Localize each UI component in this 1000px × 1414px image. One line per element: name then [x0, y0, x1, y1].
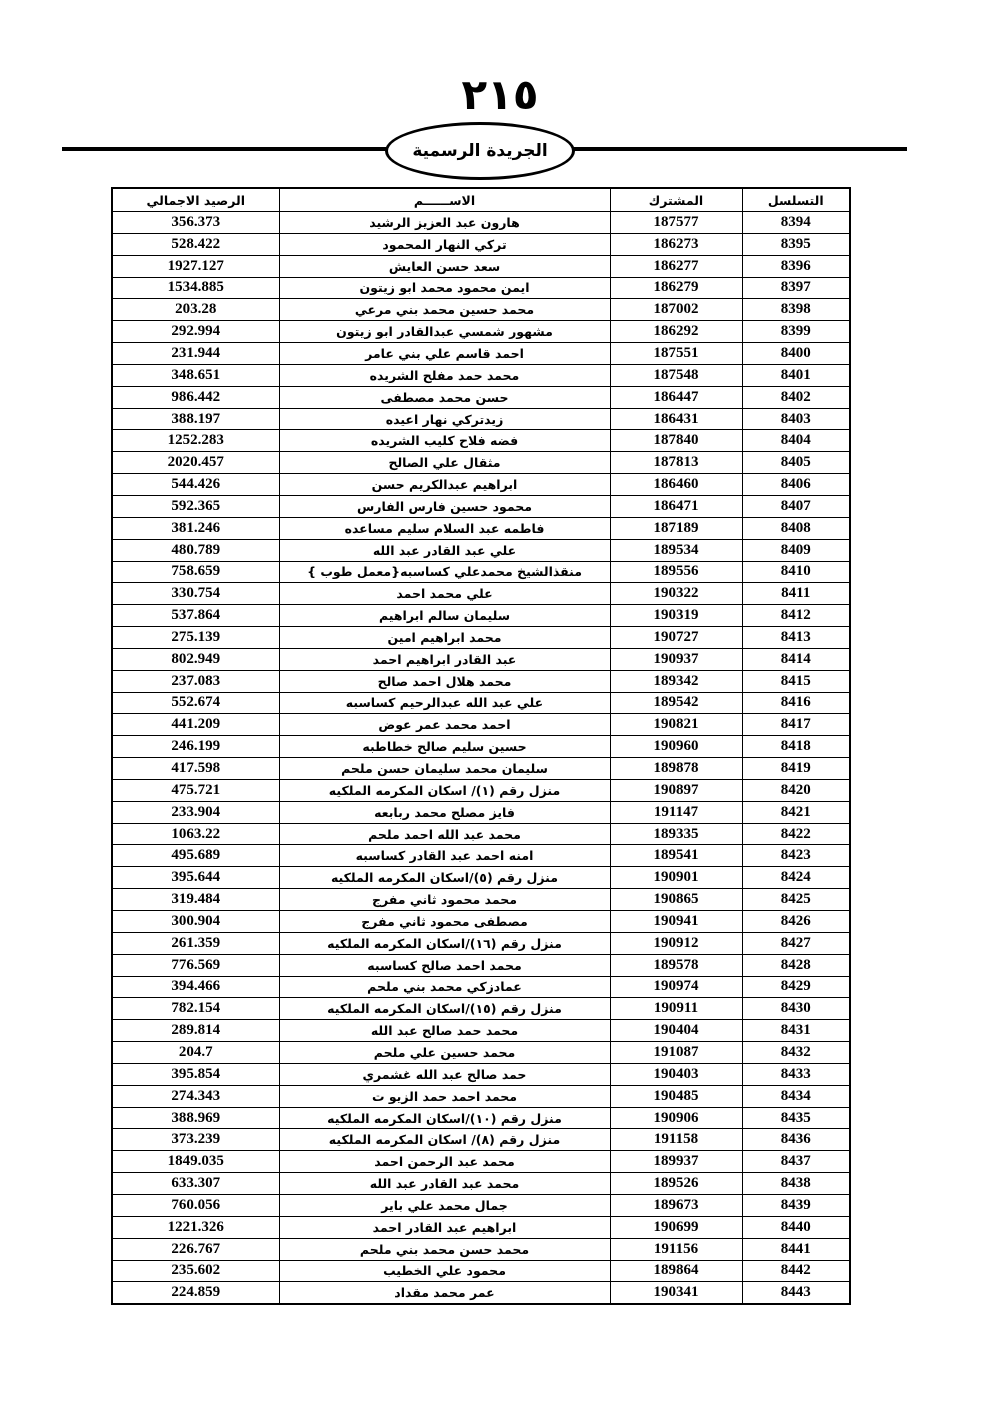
balance-cell: 233.904 — [112, 801, 279, 823]
serial-cell: 8399 — [742, 321, 850, 343]
subscriber-cell: 187548 — [610, 364, 742, 386]
subscriber-cell: 186279 — [610, 277, 742, 299]
name-cell: محمد حسن محمد بني ملحم — [279, 1238, 610, 1260]
balance-cell: 224.859 — [112, 1282, 279, 1304]
subscriber-cell: 186460 — [610, 474, 742, 496]
table-row — [112, 736, 850, 758]
balance-cell: 289.814 — [112, 1020, 279, 1042]
serial-cell: 8404 — [742, 430, 850, 452]
subscribers-table — [111, 187, 851, 1305]
name-cell: ابراهيم عبد القادر احمد — [279, 1216, 610, 1238]
name-cell: محمد حسين محمد بني مرعي — [279, 299, 610, 321]
name-cell: منزل رقم (١٦)/اسكان المكرمه الملكيه — [279, 932, 610, 954]
table-row — [112, 1282, 850, 1304]
table-row — [112, 583, 850, 605]
serial-cell: 8438 — [742, 1173, 850, 1195]
serial-cell: 8439 — [742, 1194, 850, 1216]
table-header-row — [112, 188, 850, 212]
balance-cell: 760.056 — [112, 1194, 279, 1216]
subscriber-cell: 189342 — [610, 670, 742, 692]
serial-cell: 8421 — [742, 801, 850, 823]
subscriber-cell: 190906 — [610, 1107, 742, 1129]
table-row — [112, 1151, 850, 1173]
subscriber-cell: 190912 — [610, 932, 742, 954]
table-row — [112, 495, 850, 517]
subscriber-cell: 191158 — [610, 1129, 742, 1151]
table-row — [112, 670, 850, 692]
balance-cell: 537.864 — [112, 605, 279, 627]
subscriber-cell: 189937 — [610, 1151, 742, 1173]
subscriber-cell: 186273 — [610, 233, 742, 255]
subscriber-cell: 190341 — [610, 1282, 742, 1304]
balance-cell: 231.944 — [112, 343, 279, 365]
name-cell: سعد حسن العايش — [279, 255, 610, 277]
name-cell: احمد قاسم علي بني عامر — [279, 343, 610, 365]
subscriber-cell: 189542 — [610, 692, 742, 714]
serial-cell: 8419 — [742, 758, 850, 780]
name-cell: منزل رقم (١)/ اسكان المكرمه الملكيه — [279, 779, 610, 801]
table-row — [112, 976, 850, 998]
name-cell: محمود علي الخطيب — [279, 1260, 610, 1282]
table-row — [112, 364, 850, 386]
table-row — [112, 408, 850, 430]
serial-cell: 8416 — [742, 692, 850, 714]
serial-cell: 8423 — [742, 845, 850, 867]
serial-cell: 8418 — [742, 736, 850, 758]
name-cell: محمد حمد صالح عبد الله — [279, 1020, 610, 1042]
serial-cell: 8409 — [742, 539, 850, 561]
balance-cell: 1849.035 — [112, 1151, 279, 1173]
subscriber-cell: 190941 — [610, 911, 742, 933]
balance-cell: 1927.127 — [112, 255, 279, 277]
name-cell: ابراهيم عبدالكريم حسن — [279, 474, 610, 496]
table-row — [112, 998, 850, 1020]
table-row — [112, 539, 850, 561]
subscriber-cell: 189541 — [610, 845, 742, 867]
serial-cell: 8400 — [742, 343, 850, 365]
name-cell: عبد القادر ابراهيم احمد — [279, 648, 610, 670]
serial-cell: 8403 — [742, 408, 850, 430]
name-cell: علي محمد احمد — [279, 583, 610, 605]
table-row — [112, 1260, 850, 1282]
table-row — [112, 911, 850, 933]
column-header-serial: التسلسل — [742, 188, 850, 212]
name-cell: منزل رقم (٥)/اسكان المكرمه الملكيه — [279, 867, 610, 889]
page-number: ٢١٥ — [461, 70, 539, 119]
subscriber-cell: 187551 — [610, 343, 742, 365]
serial-cell: 8398 — [742, 299, 850, 321]
name-cell: احمد محمد عمر عوض — [279, 714, 610, 736]
subscriber-cell: 190911 — [610, 998, 742, 1020]
table-row — [112, 1042, 850, 1064]
serial-cell: 8424 — [742, 867, 850, 889]
subscriber-cell: 189534 — [610, 539, 742, 561]
table-row — [112, 277, 850, 299]
balance-cell: 986.442 — [112, 386, 279, 408]
subscriber-cell: 186431 — [610, 408, 742, 430]
balance-cell: 417.598 — [112, 758, 279, 780]
name-cell: محمد محمود ثاني مفرج — [279, 889, 610, 911]
subscriber-cell: 187002 — [610, 299, 742, 321]
table-row — [112, 561, 850, 583]
name-cell: فايز مصلح محمد ربابعه — [279, 801, 610, 823]
subscriber-cell: 187813 — [610, 452, 742, 474]
table-row — [112, 474, 850, 496]
serial-cell: 8410 — [742, 561, 850, 583]
table-row — [112, 1020, 850, 1042]
balance-cell: 395.854 — [112, 1063, 279, 1085]
balance-cell: 300.904 — [112, 911, 279, 933]
balance-cell: 1252.283 — [112, 430, 279, 452]
serial-cell: 8431 — [742, 1020, 850, 1042]
serial-cell: 8396 — [742, 255, 850, 277]
name-cell: تركي النهار المحمود — [279, 233, 610, 255]
table-row — [112, 255, 850, 277]
balance-cell: 394.466 — [112, 976, 279, 998]
name-cell: امنه احمد عبد القادر كساسبه — [279, 845, 610, 867]
balance-cell: 356.373 — [112, 212, 279, 234]
name-cell: منقذالشيخ محمدعلي كساسبه{معمل طوب } — [279, 561, 610, 583]
subscriber-cell: 189526 — [610, 1173, 742, 1195]
subscriber-cell: 191147 — [610, 801, 742, 823]
subscriber-cell: 189878 — [610, 758, 742, 780]
column-header-subscriber: المشترك — [610, 188, 742, 212]
subscriber-cell: 190974 — [610, 976, 742, 998]
balance-cell: 274.343 — [112, 1085, 279, 1107]
balance-cell: 235.602 — [112, 1260, 279, 1282]
balance-cell: 544.426 — [112, 474, 279, 496]
subscriber-cell: 186277 — [610, 255, 742, 277]
table-row — [112, 343, 850, 365]
balance-cell: 381.246 — [112, 517, 279, 539]
subscriber-cell: 190960 — [610, 736, 742, 758]
balance-cell: 475.721 — [112, 779, 279, 801]
serial-cell: 8443 — [742, 1282, 850, 1304]
name-cell: فضه فلاح كليب الشريده — [279, 430, 610, 452]
balance-cell: 330.754 — [112, 583, 279, 605]
subscriber-cell: 190937 — [610, 648, 742, 670]
balance-cell: 1063.22 — [112, 823, 279, 845]
table-row — [112, 648, 850, 670]
column-header-balance: الرصيد الاجمالي — [112, 188, 279, 212]
subscriber-cell: 189556 — [610, 561, 742, 583]
balance-cell: 388.969 — [112, 1107, 279, 1129]
balance-cell: 480.789 — [112, 539, 279, 561]
subscriber-cell: 190865 — [610, 889, 742, 911]
name-cell: محمد احمد حمد الزيو ت — [279, 1085, 610, 1107]
column-header-name: الاســــــم — [279, 188, 610, 212]
balance-cell: 395.644 — [112, 867, 279, 889]
table-row — [112, 692, 850, 714]
table-row — [112, 845, 850, 867]
subscriber-cell: 190699 — [610, 1216, 742, 1238]
serial-cell: 8395 — [742, 233, 850, 255]
table-row — [112, 779, 850, 801]
subscriber-cell: 189335 — [610, 823, 742, 845]
table-row — [112, 932, 850, 954]
serial-cell: 8426 — [742, 911, 850, 933]
table-row — [112, 1194, 850, 1216]
table-row — [112, 1216, 850, 1238]
header-rule-right — [572, 147, 907, 151]
table-row — [112, 517, 850, 539]
balance-cell: 292.994 — [112, 321, 279, 343]
serial-cell: 8441 — [742, 1238, 850, 1260]
subscriber-cell: 190821 — [610, 714, 742, 736]
table-row — [112, 1063, 850, 1085]
subscriber-cell: 190485 — [610, 1085, 742, 1107]
subscriber-cell: 190403 — [610, 1063, 742, 1085]
balance-cell: 782.154 — [112, 998, 279, 1020]
table-row — [112, 1107, 850, 1129]
name-cell: محمد هلال احمد صالح — [279, 670, 610, 692]
name-cell: عمر محمد مقداد — [279, 1282, 610, 1304]
serial-cell: 8435 — [742, 1107, 850, 1129]
serial-cell: 8420 — [742, 779, 850, 801]
subscriber-cell: 190901 — [610, 867, 742, 889]
serial-cell: 8402 — [742, 386, 850, 408]
balance-cell: 388.197 — [112, 408, 279, 430]
name-cell: محمد حسين علي ملحم — [279, 1042, 610, 1064]
name-cell: مصطفى محمود ثاني مفرج — [279, 911, 610, 933]
name-cell: محمد حمد مفلح الشريده — [279, 364, 610, 386]
serial-cell: 8401 — [742, 364, 850, 386]
table-row — [112, 430, 850, 452]
balance-cell: 275.139 — [112, 627, 279, 649]
subscriber-cell: 187577 — [610, 212, 742, 234]
name-cell: حمد صالح عبد الله غشمري — [279, 1063, 610, 1085]
balance-cell: 203.28 — [112, 299, 279, 321]
table-row — [112, 1173, 850, 1195]
table-row — [112, 1085, 850, 1107]
name-cell: مشهور شمسي عبدالقادر ابو زيتون — [279, 321, 610, 343]
serial-cell: 8430 — [742, 998, 850, 1020]
table-row — [112, 233, 850, 255]
serial-cell: 8413 — [742, 627, 850, 649]
balance-cell: 246.199 — [112, 736, 279, 758]
table-row — [112, 605, 850, 627]
balance-cell: 758.659 — [112, 561, 279, 583]
name-cell: علي عبد الله عبدالرحيم كساسبه — [279, 692, 610, 714]
balance-cell: 633.307 — [112, 1173, 279, 1195]
serial-cell: 8397 — [742, 277, 850, 299]
serial-cell: 8440 — [742, 1216, 850, 1238]
balance-cell: 1534.885 — [112, 277, 279, 299]
balance-cell: 552.674 — [112, 692, 279, 714]
serial-cell: 8433 — [742, 1063, 850, 1085]
name-cell: محمد احمد صالح كساسبه — [279, 954, 610, 976]
subscriber-cell: 191156 — [610, 1238, 742, 1260]
serial-cell: 8405 — [742, 452, 850, 474]
serial-cell: 8425 — [742, 889, 850, 911]
table-row — [112, 823, 850, 845]
subscriber-cell: 187840 — [610, 430, 742, 452]
serial-cell: 8412 — [742, 605, 850, 627]
subscribers-table-container — [111, 187, 824, 1305]
gazette-title-oval — [385, 122, 575, 180]
table-row — [112, 299, 850, 321]
serial-cell: 8394 — [742, 212, 850, 234]
table-row — [112, 801, 850, 823]
balance-cell: 528.422 — [112, 233, 279, 255]
subscriber-cell: 187189 — [610, 517, 742, 539]
name-cell: منزل رقم (١٠)/اسكان المكرمه الملكيه — [279, 1107, 610, 1129]
table-row — [112, 758, 850, 780]
serial-cell: 8427 — [742, 932, 850, 954]
subscriber-cell: 190727 — [610, 627, 742, 649]
name-cell: ايمن محمود محمد ابو زيتون — [279, 277, 610, 299]
name-cell: عمادزكي محمد بني ملحم — [279, 976, 610, 998]
table-row — [112, 627, 850, 649]
name-cell: محمد عبد الله احمد ملحم — [279, 823, 610, 845]
balance-cell: 1221.326 — [112, 1216, 279, 1238]
name-cell: منزل رقم (٨)/ اسكان المكرمه الملكيه — [279, 1129, 610, 1151]
balance-cell: 592.365 — [112, 495, 279, 517]
name-cell: سليمان سالم ابراهيم — [279, 605, 610, 627]
subscriber-cell: 189578 — [610, 954, 742, 976]
balance-cell: 237.083 — [112, 670, 279, 692]
name-cell: حسن محمد مصطفى — [279, 386, 610, 408]
name-cell: زيدتركي نهار اعيده — [279, 408, 610, 430]
balance-cell: 2020.457 — [112, 452, 279, 474]
table-row — [112, 954, 850, 976]
table-row — [112, 212, 850, 234]
table-row — [112, 1129, 850, 1151]
balance-cell: 495.689 — [112, 845, 279, 867]
serial-cell: 8415 — [742, 670, 850, 692]
subscriber-cell: 190322 — [610, 583, 742, 605]
name-cell: علي عبد القادر عبد الله — [279, 539, 610, 561]
table-row — [112, 386, 850, 408]
subscriber-cell: 191087 — [610, 1042, 742, 1064]
subscriber-cell: 190404 — [610, 1020, 742, 1042]
name-cell: محمد عبد القادر عبد الله — [279, 1173, 610, 1195]
serial-cell: 8408 — [742, 517, 850, 539]
balance-cell: 226.767 — [112, 1238, 279, 1260]
name-cell: مثقال علي الصالح — [279, 452, 610, 474]
serial-cell: 8428 — [742, 954, 850, 976]
serial-cell: 8442 — [742, 1260, 850, 1282]
table-row — [112, 714, 850, 736]
name-cell: محمد ابراهيم امين — [279, 627, 610, 649]
serial-cell: 8434 — [742, 1085, 850, 1107]
serial-cell: 8437 — [742, 1151, 850, 1173]
serial-cell: 8422 — [742, 823, 850, 845]
balance-cell: 348.651 — [112, 364, 279, 386]
gazette-title: الجريدة الرسمية — [412, 141, 548, 161]
table-row — [112, 452, 850, 474]
serial-cell: 8432 — [742, 1042, 850, 1064]
name-cell: حسين سليم صالح خطاطبه — [279, 736, 610, 758]
subscriber-cell: 186447 — [610, 386, 742, 408]
name-cell: منزل رقم (١٥)/اسكان المكرمه الملكيه — [279, 998, 610, 1020]
name-cell: محمود حسين فارس الفارس — [279, 495, 610, 517]
name-cell: جمال محمد علي باير — [279, 1194, 610, 1216]
subscriber-cell: 189673 — [610, 1194, 742, 1216]
table-row — [112, 1238, 850, 1260]
balance-cell: 441.209 — [112, 714, 279, 736]
name-cell: محمد عبد الرحمن احمد — [279, 1151, 610, 1173]
table-row — [112, 867, 850, 889]
balance-cell: 261.359 — [112, 932, 279, 954]
balance-cell: 319.484 — [112, 889, 279, 911]
serial-cell: 8417 — [742, 714, 850, 736]
name-cell: سليمان محمد سليمان حسن ملحم — [279, 758, 610, 780]
subscriber-cell: 190897 — [610, 779, 742, 801]
header-rule-left — [62, 147, 387, 151]
balance-cell: 204.7 — [112, 1042, 279, 1064]
name-cell: هارون عبد العزيز الرشيد — [279, 212, 610, 234]
balance-cell: 373.239 — [112, 1129, 279, 1151]
serial-cell: 8406 — [742, 474, 850, 496]
serial-cell: 8414 — [742, 648, 850, 670]
balance-cell: 776.569 — [112, 954, 279, 976]
table-row — [112, 889, 850, 911]
name-cell: فاطمه عبد السلام سليم مساعده — [279, 517, 610, 539]
serial-cell: 8436 — [742, 1129, 850, 1151]
table-row — [112, 321, 850, 343]
subscriber-cell: 190319 — [610, 605, 742, 627]
serial-cell: 8429 — [742, 976, 850, 998]
serial-cell: 8411 — [742, 583, 850, 605]
subscriber-cell: 186471 — [610, 495, 742, 517]
serial-cell: 8407 — [742, 495, 850, 517]
subscriber-cell: 186292 — [610, 321, 742, 343]
subscriber-cell: 189864 — [610, 1260, 742, 1282]
balance-cell: 802.949 — [112, 648, 279, 670]
